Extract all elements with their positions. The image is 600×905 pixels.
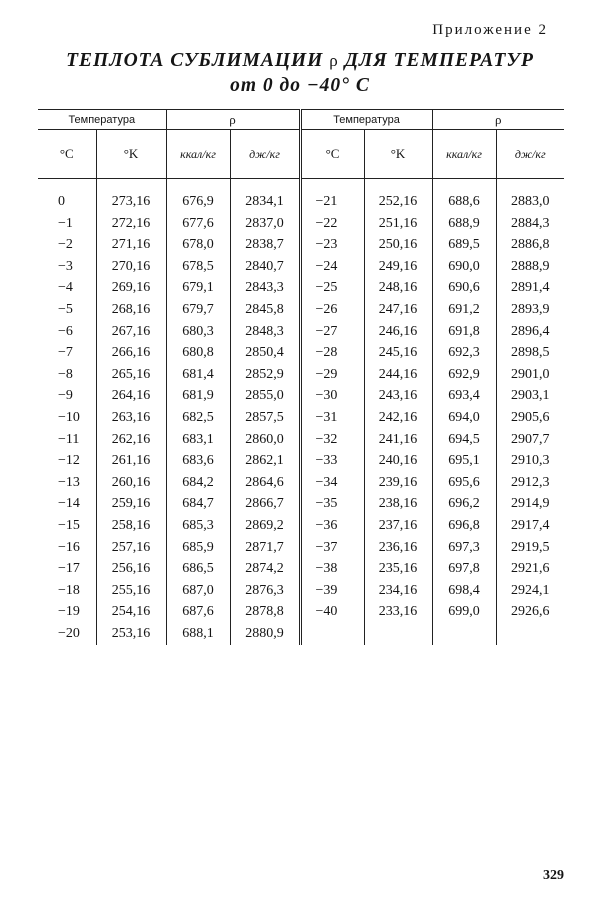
table-cell: 255,16	[96, 580, 166, 602]
table-row	[38, 342, 564, 364]
table-cell: 679,1	[166, 278, 230, 300]
table-body	[38, 179, 564, 646]
table-cell: −31	[300, 407, 364, 429]
table-cell: 250,16	[364, 234, 432, 256]
table-cell: −3	[58, 258, 73, 274]
table-cell: 2888,9	[496, 256, 564, 278]
table-row	[38, 429, 564, 451]
table-cell: 678,5	[166, 256, 230, 278]
table-cell: 246,16	[364, 321, 432, 343]
table-cell: 2924,1	[496, 580, 564, 602]
table-cell: −35	[300, 494, 364, 516]
unit-header: °K	[364, 130, 432, 179]
table-cell: 2884,3	[496, 213, 564, 235]
table-row	[38, 602, 564, 624]
table-cell: 2905,6	[496, 407, 564, 429]
table-cell: 2896,4	[496, 321, 564, 343]
table-cell: −5	[58, 302, 73, 318]
table-cell: −4	[58, 280, 73, 296]
table-cell: 681,4	[166, 364, 230, 386]
table-cell: −33	[300, 450, 364, 472]
table-row	[38, 179, 564, 213]
unit-header: °C	[38, 130, 96, 179]
table-cell: 696,8	[432, 515, 496, 537]
table-cell: 2914,9	[496, 494, 564, 516]
table-row	[38, 450, 564, 472]
table-cell: 691,2	[432, 299, 496, 321]
table-cell: 693,4	[432, 386, 496, 408]
table-cell: 252,16	[364, 179, 432, 213]
table-cell: 244,16	[364, 364, 432, 386]
table-cell: 2845,8	[230, 299, 300, 321]
table-cell: 683,6	[166, 450, 230, 472]
table-cell: −17	[58, 561, 80, 577]
unit-header-row	[38, 130, 564, 179]
table-cell: −12	[58, 453, 80, 469]
title-part-2: ДЛЯ ТЕМПЕРАТУР	[344, 50, 534, 71]
table-cell: −7	[58, 345, 73, 361]
temperature-header-left: Температура	[38, 110, 166, 130]
table-cell: −29	[300, 364, 364, 386]
table-cell: 685,9	[166, 537, 230, 559]
table-cell: 2886,8	[496, 234, 564, 256]
table-cell: −23	[300, 234, 364, 256]
table-cell: 678,0	[166, 234, 230, 256]
table-cell: −30	[300, 386, 364, 408]
table-cell: 241,16	[364, 429, 432, 451]
table-cell: 266,16	[96, 342, 166, 364]
table-cell: −26	[300, 299, 364, 321]
table-cell: 240,16	[364, 450, 432, 472]
table-cell: 2880,9	[230, 623, 300, 645]
table-cell: −11	[58, 431, 80, 447]
table-cell: 684,7	[166, 494, 230, 516]
table-row	[38, 407, 564, 429]
table-cell: 268,16	[96, 299, 166, 321]
table-cell: 695,6	[432, 472, 496, 494]
table-cell: 694,0	[432, 407, 496, 429]
table-cell: 679,7	[166, 299, 230, 321]
table-cell: 2898,5	[496, 342, 564, 364]
title-rho-symbol: ρ	[329, 51, 339, 70]
table-cell: 687,6	[166, 602, 230, 624]
table-cell: 2907,7	[496, 429, 564, 451]
table-cell: 262,16	[96, 429, 166, 451]
table-cell: −13	[58, 474, 80, 490]
table-row	[38, 299, 564, 321]
table-cell: 237,16	[364, 515, 432, 537]
page-title	[0, 50, 600, 72]
table-cell: 2919,5	[496, 537, 564, 559]
table-cell: −40	[300, 602, 364, 624]
table-cell: 251,16	[364, 213, 432, 235]
table-cell	[496, 623, 564, 645]
table-cell: −25	[300, 278, 364, 300]
table-cell: 2878,8	[230, 602, 300, 624]
unit-header: дж/кг	[496, 130, 564, 179]
rho-header-right: ρ	[432, 110, 564, 130]
table-cell: 682,5	[166, 407, 230, 429]
table-cell: 2864,6	[230, 472, 300, 494]
table-cell: 2912,3	[496, 472, 564, 494]
table-cell: 683,1	[166, 429, 230, 451]
table-cell: 2917,4	[496, 515, 564, 537]
table-cell: 2874,2	[230, 558, 300, 580]
table-cell: 690,0	[432, 256, 496, 278]
table-row	[38, 580, 564, 602]
table-cell: 267,16	[96, 321, 166, 343]
table-cell: 235,16	[364, 558, 432, 580]
table-cell: 256,16	[96, 558, 166, 580]
table-cell: 686,5	[166, 558, 230, 580]
table-cell: −21	[300, 179, 364, 213]
table-cell: 2893,9	[496, 299, 564, 321]
table-cell: −15	[58, 517, 80, 533]
table-cell: 2860,0	[230, 429, 300, 451]
table-cell: 2903,1	[496, 386, 564, 408]
table-cell: 690,6	[432, 278, 496, 300]
table-cell: 2901,0	[496, 364, 564, 386]
table-cell: 687,0	[166, 580, 230, 602]
page-number: 329	[543, 868, 564, 883]
table-cell: −14	[58, 496, 80, 512]
table-cell: −2	[58, 237, 73, 253]
table-cell: 691,8	[432, 321, 496, 343]
table-cell: −10	[58, 409, 80, 425]
table-cell: 2921,6	[496, 558, 564, 580]
unit-header: ккал/кг	[166, 130, 230, 179]
table-cell: 680,3	[166, 321, 230, 343]
table-cell: 260,16	[96, 472, 166, 494]
table-cell: −37	[300, 537, 364, 559]
table-cell: 2837,0	[230, 213, 300, 235]
unit-header: °C	[300, 130, 364, 179]
table-cell: 243,16	[364, 386, 432, 408]
table-cell: 695,1	[432, 450, 496, 472]
table-cell: 699,0	[432, 602, 496, 624]
table-row	[38, 364, 564, 386]
table-cell: −27	[300, 321, 364, 343]
table-cell: 247,16	[364, 299, 432, 321]
table-cell: 697,8	[432, 558, 496, 580]
unit-header: ккал/кг	[432, 130, 496, 179]
table-cell: −9	[58, 388, 73, 404]
group-header-row	[38, 110, 564, 130]
table-cell: 676,9	[166, 179, 230, 213]
table-cell: −20	[58, 626, 80, 642]
table-cell: −38	[300, 558, 364, 580]
table-cell: 236,16	[364, 537, 432, 559]
table-cell: 233,16	[364, 602, 432, 624]
table-row	[38, 213, 564, 235]
table-cell: 2876,3	[230, 580, 300, 602]
unit-header: дж/кг	[230, 130, 300, 179]
table-cell: 248,16	[364, 278, 432, 300]
table-cell: 254,16	[96, 602, 166, 624]
table-cell: −34	[300, 472, 364, 494]
table-cell: 2852,9	[230, 364, 300, 386]
table-cell: 698,4	[432, 580, 496, 602]
table-cell: −39	[300, 580, 364, 602]
table-cell: 685,3	[166, 515, 230, 537]
table-cell: 2838,7	[230, 234, 300, 256]
table-cell: 2843,3	[230, 278, 300, 300]
table-cell: 272,16	[96, 213, 166, 235]
table-cell: −8	[58, 366, 73, 382]
table-cell: −24	[300, 256, 364, 278]
table-cell: 680,8	[166, 342, 230, 364]
table-cell: −28	[300, 342, 364, 364]
table-cell: 697,3	[432, 537, 496, 559]
table-cell: 692,3	[432, 342, 496, 364]
table-cell: 264,16	[96, 386, 166, 408]
table-cell: 273,16	[96, 179, 166, 213]
table-cell: −16	[58, 539, 80, 555]
table-row	[38, 494, 564, 516]
title-part-1: ТЕПЛОТА СУБЛИМАЦИИ	[66, 50, 324, 71]
table-row	[38, 515, 564, 537]
table-row	[38, 321, 564, 343]
table-cell: −36	[300, 515, 364, 537]
table-cell: −22	[300, 213, 364, 235]
table-cell: 257,16	[96, 537, 166, 559]
rho-header-left: ρ	[166, 110, 300, 130]
table-cell: 689,5	[432, 234, 496, 256]
table-cell	[364, 623, 432, 645]
table-cell: 2871,7	[230, 537, 300, 559]
table-cell: −18	[58, 582, 80, 598]
table-row	[38, 278, 564, 300]
table-row	[38, 234, 564, 256]
table-cell: 688,6	[432, 179, 496, 213]
table-cell: 245,16	[364, 342, 432, 364]
table-row	[38, 537, 564, 559]
table-cell: 249,16	[364, 256, 432, 278]
table-cell	[300, 623, 364, 645]
table-row	[38, 386, 564, 408]
table-row	[38, 623, 564, 645]
table-cell: −6	[58, 323, 73, 339]
table-cell: 694,5	[432, 429, 496, 451]
table-cell: 2850,4	[230, 342, 300, 364]
table-cell: 684,2	[166, 472, 230, 494]
table-cell: 677,6	[166, 213, 230, 235]
table-cell: 263,16	[96, 407, 166, 429]
table-cell: 242,16	[364, 407, 432, 429]
table-cell: 239,16	[364, 472, 432, 494]
table-cell: 238,16	[364, 494, 432, 516]
table-row	[38, 558, 564, 580]
table-cell: 2891,4	[496, 278, 564, 300]
table-cell: 2834,1	[230, 179, 300, 213]
table-cell: 2840,7	[230, 256, 300, 278]
table-cell	[432, 623, 496, 645]
table-cell: 259,16	[96, 494, 166, 516]
table-cell: 258,16	[96, 515, 166, 537]
table-row	[38, 256, 564, 278]
table-row	[38, 472, 564, 494]
table-cell: 265,16	[96, 364, 166, 386]
table-cell: 696,2	[432, 494, 496, 516]
table-cell: 253,16	[96, 623, 166, 645]
table-cell: 2862,1	[230, 450, 300, 472]
table-cell: −32	[300, 429, 364, 451]
table-cell: 681,9	[166, 386, 230, 408]
temperature-header-right: Температура	[300, 110, 432, 130]
page-subtitle: от 0 до −40° С	[230, 75, 370, 96]
table-cell: 234,16	[364, 580, 432, 602]
table-cell: 2926,6	[496, 602, 564, 624]
table-cell: 0	[58, 193, 65, 209]
table-cell: 2866,7	[230, 494, 300, 516]
table-cell: 269,16	[96, 278, 166, 300]
unit-header: °K	[96, 130, 166, 179]
table-cell: 270,16	[96, 256, 166, 278]
table-cell: 2848,3	[230, 321, 300, 343]
table-cell: 271,16	[96, 234, 166, 256]
table-cell: 261,16	[96, 450, 166, 472]
table-cell: −19	[58, 604, 80, 620]
table-cell: 692,9	[432, 364, 496, 386]
table-cell: 2869,2	[230, 515, 300, 537]
table-cell: 2883,0	[496, 179, 564, 213]
sublimation-heat-table	[38, 109, 564, 645]
table-cell: −1	[58, 215, 73, 231]
table-cell: 688,9	[432, 213, 496, 235]
table-cell: 2910,3	[496, 450, 564, 472]
table-cell: 2857,5	[230, 407, 300, 429]
appendix-label: Приложение 2	[432, 22, 548, 38]
table-cell: 2855,0	[230, 386, 300, 408]
table-cell: 688,1	[166, 623, 230, 645]
